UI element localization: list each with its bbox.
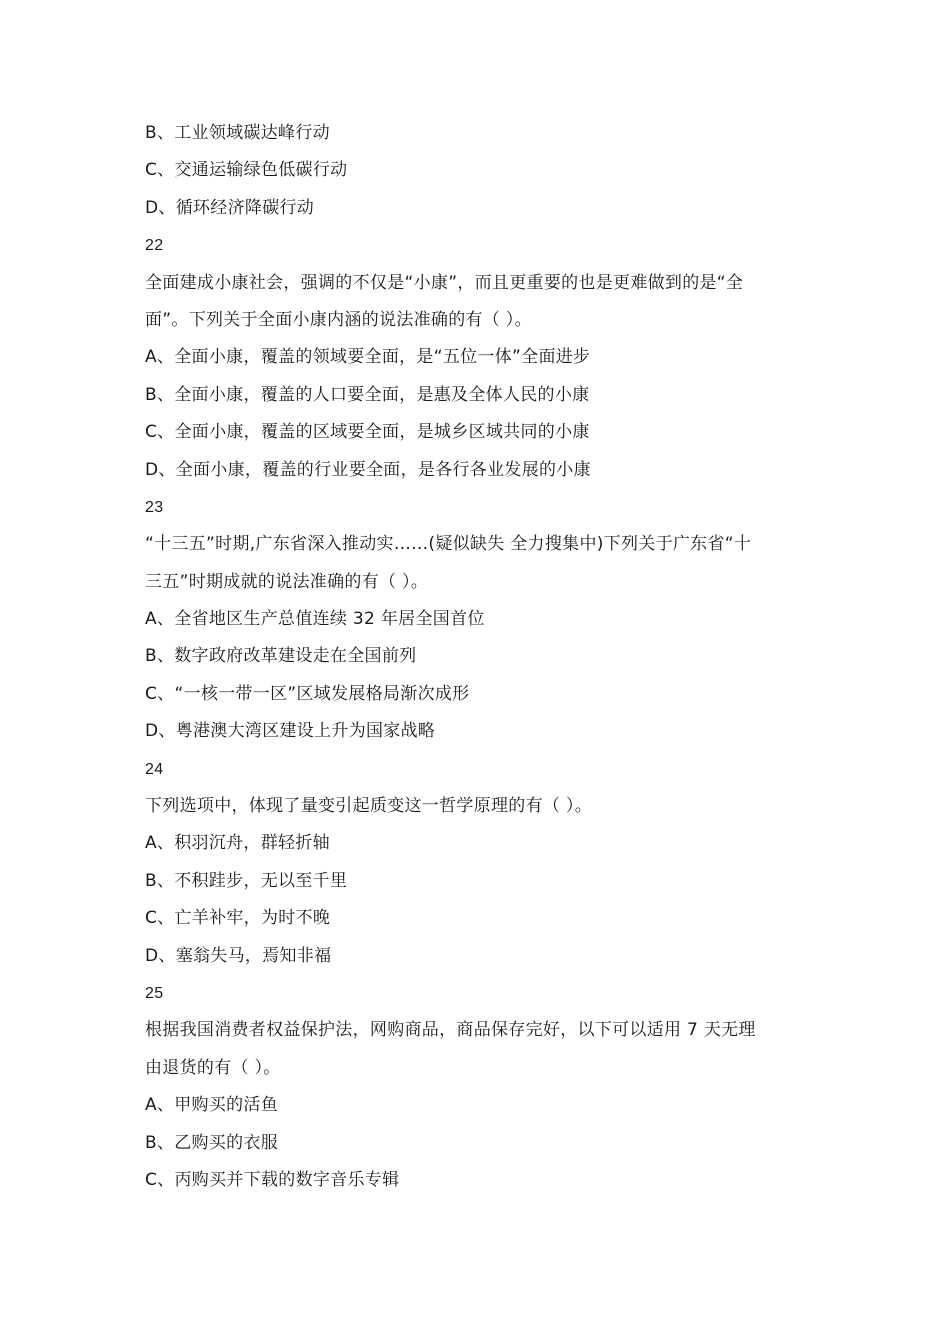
question-24 bbox=[145, 751, 825, 975]
option-c: C、丙购买并下载的数字音乐专辑 bbox=[145, 1169, 400, 1190]
question-stem-line: 全面建成小康社会，强调的不仅是“小康”，而且更重要的也是更难做到的是“全 bbox=[145, 272, 744, 293]
question-22 bbox=[145, 227, 825, 489]
question-stem-line: 由退货的有（ ）。 bbox=[145, 1057, 281, 1078]
option-a: A、全面小康，覆盖的领域要全面，是“五位一体”全面进步 bbox=[145, 347, 591, 368]
option-b: B、全面小康，覆盖的人口要全面，是惠及全体人民的小康 bbox=[145, 384, 590, 405]
question-25 bbox=[145, 975, 825, 1199]
question-stem-line: 面”。下列关于全面小康内涵的说法准确的有（ ）。 bbox=[145, 309, 532, 330]
option-c: C、全面小康，覆盖的区域要全面，是城乡区域共同的小康 bbox=[145, 422, 590, 443]
option-d: D、全面小康，覆盖的行业要全面，是各行各业发展的小康 bbox=[145, 459, 591, 480]
question-stem-line: 根据我国消费者权益保护法，网购商品，商品保存完好，以下可以适用 7 天无理 bbox=[145, 1020, 756, 1041]
option-a: A、积羽沉舟，群轻折轴 bbox=[145, 833, 330, 854]
prev-question-options bbox=[145, 115, 825, 227]
option-b: B、数字政府改革建设走在全国前列 bbox=[145, 646, 417, 667]
question-number: 25 bbox=[145, 984, 164, 1002]
question-number: 23 bbox=[145, 498, 164, 516]
question-23 bbox=[145, 489, 825, 751]
option-c: C、“一核一带一区”区域发展格局渐次成形 bbox=[145, 683, 470, 704]
option-a: A、全省地区生产总值连续 32 年居全国首位 bbox=[145, 609, 485, 630]
option-d: D、循环经济降碳行动 bbox=[145, 197, 315, 218]
option-d: D、塞翁失马，焉知非福 bbox=[145, 945, 332, 966]
page-content bbox=[145, 115, 825, 1199]
option-b: B、工业领域碳达峰行动 bbox=[145, 123, 330, 143]
option-b: B、不积跬步，无以至千里 bbox=[145, 870, 348, 891]
option-c: C、交通运输绿色低碳行动 bbox=[145, 160, 348, 181]
question-stem-line: “十三五”时期,广东省深入推动实……(疑似缺失 全力搜集中)下列关于广东省“十 bbox=[145, 534, 752, 555]
option-c: C、亡羊补牢，为时不晚 bbox=[145, 908, 331, 929]
option-b: B、乙购买的衣服 bbox=[145, 1132, 279, 1153]
question-number: 22 bbox=[145, 237, 164, 255]
option-a: A、甲购买的活鱼 bbox=[145, 1095, 279, 1116]
question-stem-line: 三五”时期成就的说法准确的有（ ）。 bbox=[145, 571, 429, 592]
question-number: 24 bbox=[145, 760, 164, 778]
question-stem-line: 下列选项中，体现了量变引起质变这一哲学原理的有（ ）。 bbox=[145, 796, 593, 817]
option-d: D、粤港澳大湾区建设上升为国家战略 bbox=[145, 721, 436, 742]
